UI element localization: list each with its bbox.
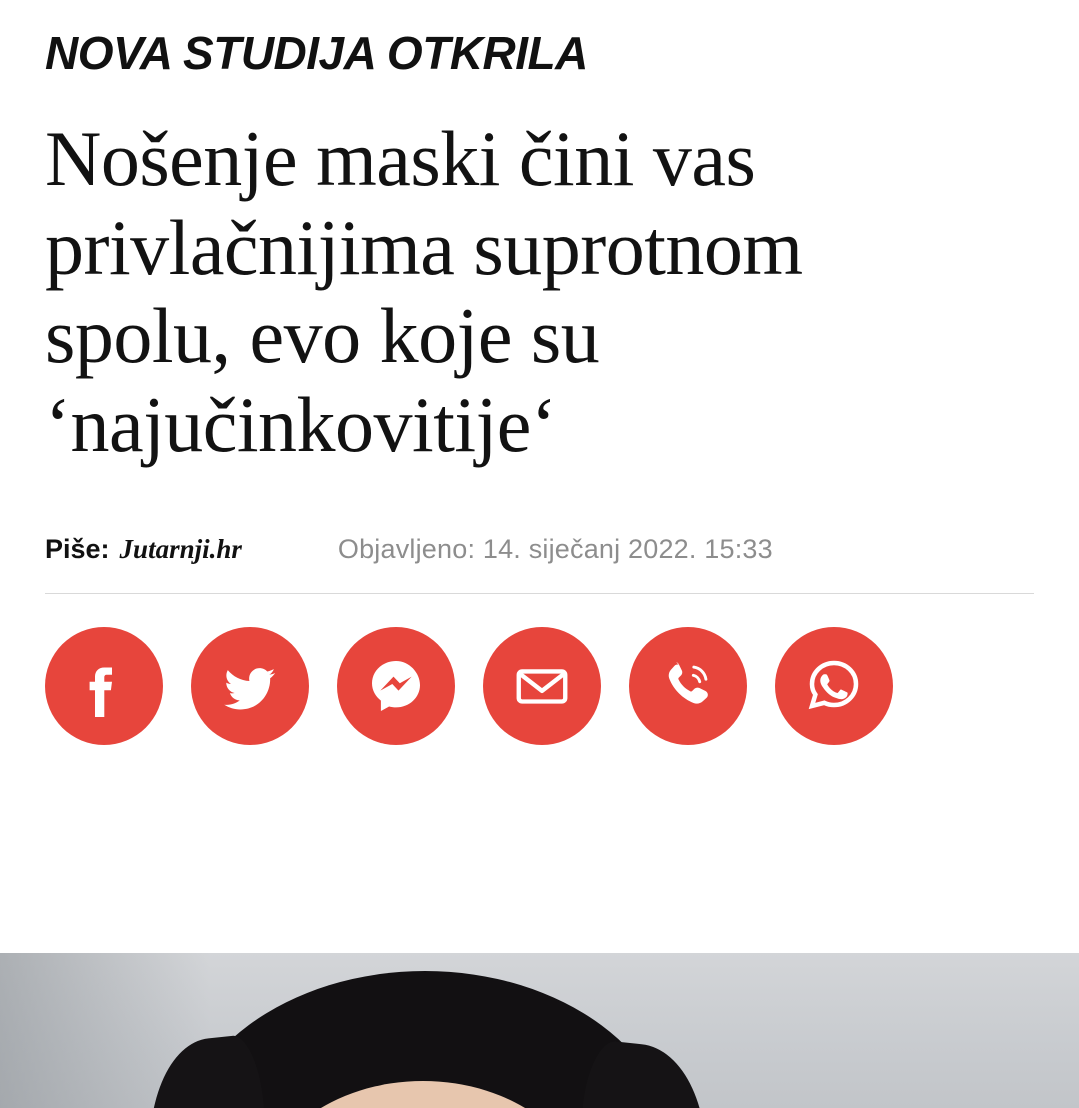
facebook-icon [73,655,135,717]
byline-label: Piše: [45,534,110,565]
published-timestamp: Objavljeno: 14. siječanj 2022. 15:33 [337,534,773,565]
article-kicker: NOVA STUDIJA OTKRILA [45,27,588,79]
facebook-share-button[interactable] [45,627,163,745]
whatsapp-share-button[interactable] [775,627,893,745]
article-header [0,28,1079,745]
viber-share-button[interactable] [629,627,747,745]
article-hero-image [0,953,1079,1108]
whatsapp-icon [802,654,866,718]
article-page [0,28,1079,1108]
page-title: Nošenje maski čini vas privlačnijima suprotnom spolu, evo koje su ‘najučinkovitije‘ [45,114,803,469]
messenger-icon [364,654,428,718]
byline [45,534,242,565]
share-bar [45,627,1034,745]
email-share-button[interactable] [483,627,601,745]
byline-author[interactable]: Jutarnji.hr [119,534,242,565]
viber-phone-icon [657,655,719,717]
article-meta [45,534,1034,565]
meta-divider [45,593,1034,594]
messenger-share-button[interactable] [337,627,455,745]
twitter-share-button[interactable] [191,627,309,745]
twitter-icon [219,655,281,717]
envelope-icon [511,655,573,717]
